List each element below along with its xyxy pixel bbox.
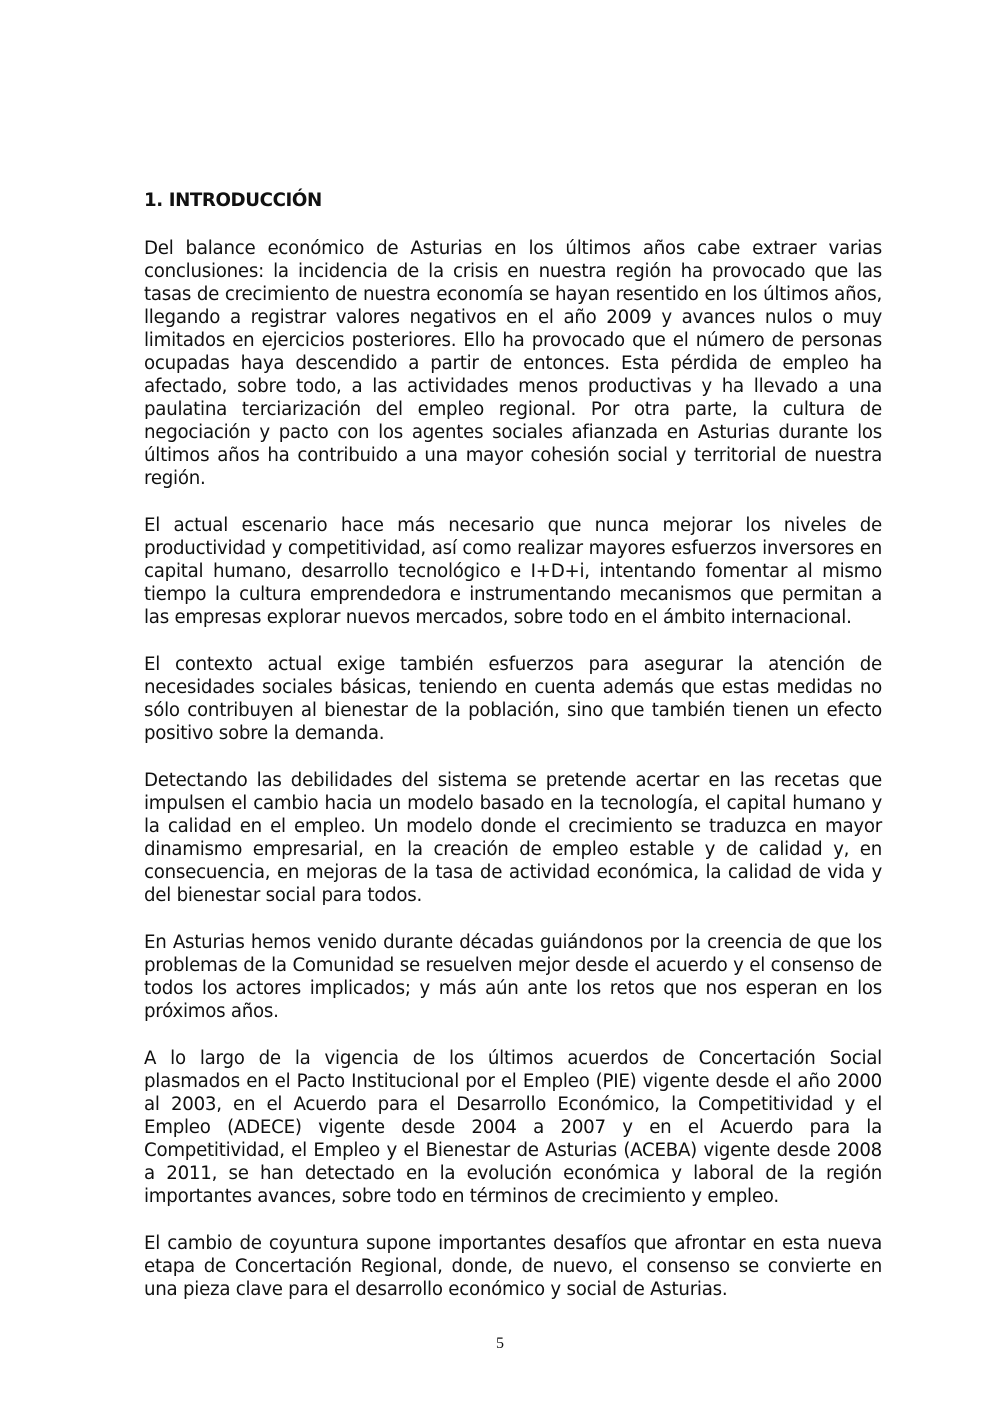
paragraph-7: El cambio de coyuntura supone importantes desafíos que afrontar en esta nueva etapa de Concertación Regional, donde, de nuevo, el consenso se convierte en una pieza clave para el desarrollo económico y social de Asturias. [144, 1233, 882, 1300]
page-number: 5 [496, 1335, 504, 1352]
paragraph-5: En Asturias hemos venido durante décadas guiándonos por la creencia de que los problemas de la Comunidad se resuelven mejor desde el acuerdo y el consenso de todos los actores implicados; y más aún ante los retos que nos esperan en los próximos años. [144, 932, 882, 1022]
paragraph-3: El contexto actual exige también esfuerzos para asegurar la atención de necesidades sociales básicas, teniendo en cuenta además que estas medidas no sólo contribuyen al bienestar de la población, sino que también tienen un efecto positivo sobre la demanda. [144, 654, 882, 744]
paragraph-6: A lo largo de la vigencia de los últimos acuerdos de Concertación Social plasmados en el Pacto Institucional por el Empleo (PIE) vigente desde el año 2000 al 2003, en el Acuerdo para el Desarrollo Económico, la Competitividad y el Empleo (ADECE) vigente desde 2004 a 2007 y en el Acuerdo para la Competitividad, el Empleo y el Bienestar de Asturias (ACEBA) vigente desde 2008 a 2011, se han detectado en la evolución económica y laboral de la región importantes avances, sobre todo en términos de crecimiento y empleo. [144, 1048, 882, 1207]
section-heading: 1. INTRODUCCIÓN [144, 190, 322, 211]
paragraph-4: Detectando las debilidades del sistema se pretende acertar en las recetas que impulsen el cambio hacia un modelo basado en la tecnología, el capital humano y la calidad en el empleo. Un modelo donde el crecimiento se traduzca en mayor dinamismo empresarial, en la creación de empleo estable y de calidad y, en consecuencia, en mejoras de la tasa de actividad económica, la calidad de vida y del bienestar social para todos. [144, 770, 882, 906]
paragraph-2: El actual escenario hace más necesario que nunca mejorar los niveles de productividad y competitividad, así como realizar mayores esfuerzos inversores en capital humano, desarrollo tecnológico e I+D+i, intentando fomentar al mismo tiempo la cultura emprendedora e instrumentando mecanismos que permitan a las empresas explorar nuevos mercados, sobre todo en el ámbito internacional. [144, 515, 882, 628]
document-body [144, 188, 882, 1325]
paragraph-1: Del balance económico de Asturias en los últimos años cabe extraer varias conclusiones: la incidencia de la crisis en nuestra región ha provocado que las tasas de crecimiento de nuestra economía se hayan resentido en los últimos años, llegando a registrar valores negativos en el año 2009 y avances nulos o muy limitados en ejercicios posteriores. Ello ha provocado que el número de personas ocupadas haya descendido a partir de entonces. Esta pérdida de empleo ha afectado, sobre todo, a las actividades menos productivas y ha llevado a una paulatina terciarización del empleo regional. Por otra parte, la cultura de negociación y pacto con los agentes sociales afianzada en Asturias durante los últimos años ha contribuido a una mayor cohesión social y territorial de nuestra región. [144, 238, 882, 489]
